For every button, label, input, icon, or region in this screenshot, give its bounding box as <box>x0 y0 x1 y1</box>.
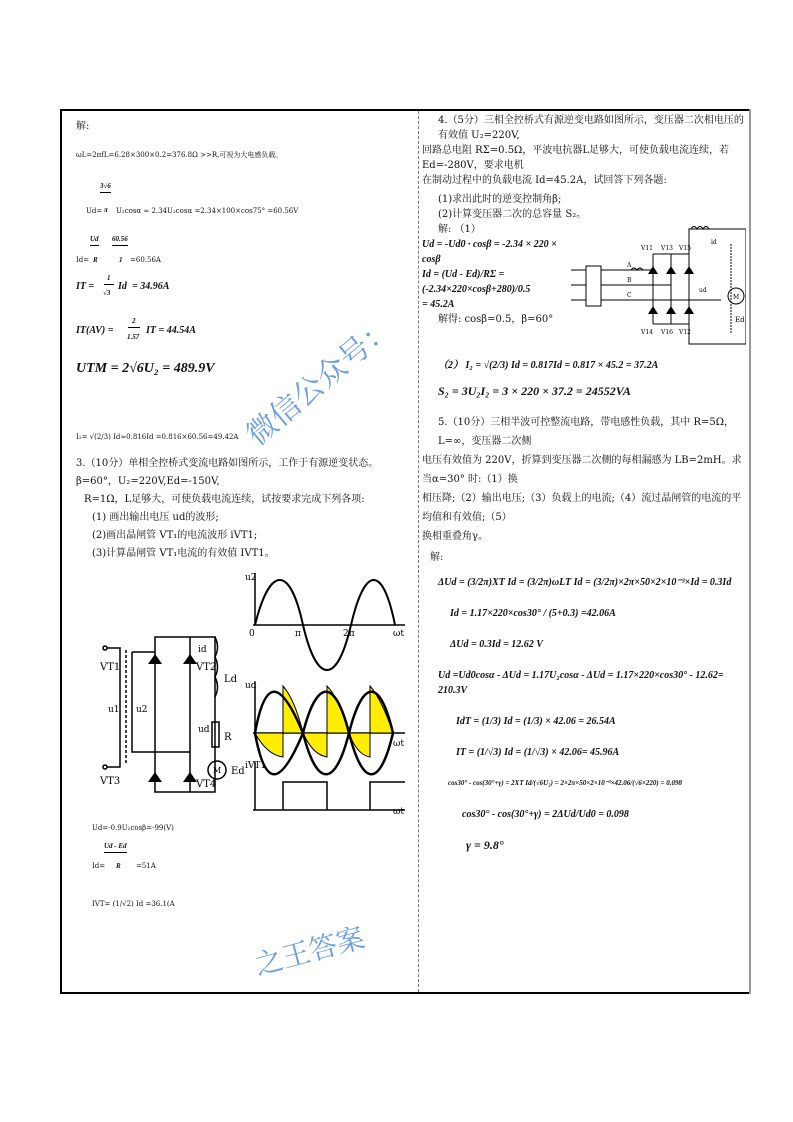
vt3-label: VT3 <box>100 776 121 787</box>
ud-bridge-label: ud <box>699 287 707 294</box>
waveform-diagrams <box>245 570 410 815</box>
question-5 <box>422 413 746 546</box>
phase-c-label: C <box>627 292 632 299</box>
q5-formula-delta-ud-value: ΔUd = 0.3Id = 12.62 V <box>450 639 543 650</box>
ed-bridge-label: Ed <box>735 316 745 324</box>
q5-formula-idt: IdT = (1/3) Id = (1/3) × 42.06 = 26.54A <box>456 716 616 727</box>
ud-prefix: Ud= <box>86 207 103 215</box>
q5-line2: 电压有效值为 220V，折算到变压器二次侧的每相漏感为 LB=2mH。求当α=30° 时:（1）换 <box>422 455 742 485</box>
q4-line3: 在制动过程中的负载电流 Id=45.2A，试回答下列各题: <box>422 175 667 186</box>
frame-right-border <box>749 109 751 994</box>
it-result: = 34.96A <box>132 281 170 292</box>
q4-formula-result: = 45.2A <box>422 299 455 310</box>
formula-utm: UTM = 2√6U₂ = 489.9V <box>76 361 215 376</box>
v15-label: V15 <box>679 245 691 252</box>
id-label: id <box>198 645 207 655</box>
ud-label: ud <box>198 725 210 735</box>
u2-label: u2 <box>136 705 148 715</box>
answer-ud: Ud=-0.9U₂cosβ=-99(V) <box>92 824 174 832</box>
q5-line4: 换相重叠角γ。 <box>422 531 488 542</box>
q5-formula-it: IT = (1/√3) Id = (1/√3) × 42.06= 45.96A <box>456 747 620 758</box>
origin-label: 0 <box>249 629 255 639</box>
answer-ivt: IVT= (1/√2) Id =36.1(A <box>92 900 175 908</box>
it-num: 1 <box>104 272 114 285</box>
q3-item3: (3)计算晶闸管 VT₁电流的有效值 IVT1。 <box>92 548 275 559</box>
v16-label: V16 <box>661 329 673 336</box>
ld-label: Ld <box>224 674 238 685</box>
answer-id-result: =51A <box>136 862 156 870</box>
frame-bottom-border <box>60 992 751 994</box>
formula-ud: U₂cosα ≈ 2.34U₂cosα =2.34×100×cos75° =60.56V <box>116 207 299 215</box>
q4-solution: 解: （1） <box>438 224 481 235</box>
q5-formula-delta-ud: ΔUd = (3/2π)XT Id = (3/2π)ωLT Id = (3/2π)×2π×50×2×10⁻³×Id = 0.3Id <box>438 577 732 588</box>
v11-label: V11 <box>641 245 653 252</box>
q4-formula-id: Id = (Ud - Ed)/RΣ = (-2.34×220×cosβ+280)/0.5 <box>422 269 531 295</box>
ud-frac-num: 3√6 <box>100 180 111 193</box>
vt2-label: VT2 <box>196 662 217 673</box>
frame-left-border <box>60 109 62 994</box>
pi-label: π <box>295 629 301 639</box>
id-prefix: Id= <box>76 256 90 264</box>
u1-label: u1 <box>108 705 120 715</box>
q4-item1: (1)求出此时的逆变控制角β; <box>438 194 562 205</box>
id-result: =60.56A <box>130 256 161 264</box>
answer-id-prefix: Id= <box>92 862 106 870</box>
q4-line2: 回路总电阻 RΣ=0.5Ω，平波电抗器L足够大，可使负载电流连续，若 Ed=-280V，要求电机 <box>422 145 729 171</box>
ed-label: Ed <box>231 766 245 777</box>
three-phase-bridge-circuit <box>571 224 746 354</box>
id-den2: 1 <box>119 256 123 264</box>
motor-label: M <box>213 766 222 775</box>
id-bridge-label: id <box>711 239 717 246</box>
q3-title: 3.（10分）单相全控桥式变流电路如图所示，工作于有源逆变状态。β=60°，U₂=220V,Ed=-150V, <box>76 458 379 487</box>
q3-item2: (2)画出晶闸管 VT₁的电流波形 iVT1; <box>92 530 258 541</box>
id-den1: R <box>93 256 98 264</box>
answer-id-den: R <box>116 862 121 870</box>
itav-result: IT = 44.54A <box>146 325 196 336</box>
q5-formula-ud: Ud =Ud0cosα - ΔUd = 1.17U₂cosα - ΔUd = 1.17×220×cos30° - 12.62= 210.3V <box>438 670 724 696</box>
q5-formula-overlap: cos30° - cos(30°+γ) = 2XT Id/(√6U₂) = 2×2π×50×2×10⁻³×42.06/(√6×220) = 0.098 <box>448 779 682 787</box>
vt1-label: VT1 <box>100 662 121 673</box>
solution-label: 解: <box>76 121 90 132</box>
answer-id-num: Ud - Ed <box>104 840 127 853</box>
ivt-wave-label: iVT1 <box>245 761 267 771</box>
column-divider <box>418 111 419 992</box>
itav-num: 2 <box>128 315 140 328</box>
watermark-wechat: 微信公众号： <box>240 310 401 453</box>
q5-formula-gamma: γ = 9.8° <box>466 838 504 852</box>
ud-wave-label: ud <box>245 681 257 691</box>
q5-formula-overlap-2: cos30° - cos(30°+γ) = 2ΔUd/Ud0 = 0.098 <box>462 809 629 820</box>
v14-label: V14 <box>641 329 653 336</box>
phase-a-label: A <box>627 262 632 269</box>
q3-line2: R=1Ω，L足够大，可使负载电流连续，试按要求完成下列各项: <box>84 494 365 505</box>
q4-item2: (2)计算变压器二次的总容量 S₂。 <box>438 209 587 220</box>
motor-bridge-label: M <box>733 294 740 301</box>
wt-label-3: ωt <box>393 807 404 815</box>
q4-formula-ud: Ud = -Ud0 · cosβ = -2.34 × 220 × cosβ <box>422 239 557 265</box>
vt4-label: VT4 <box>196 779 217 790</box>
it-mid: Id <box>118 281 127 292</box>
it-den: √3 <box>103 289 111 297</box>
wt-label-2: ωt <box>393 739 404 749</box>
two-pi-label: 2π <box>343 629 355 639</box>
v13-label: V13 <box>661 245 673 252</box>
id-num1: Ud <box>90 233 99 246</box>
q4-beta-result: 解得: cosβ=0.5，β=60° <box>438 314 554 325</box>
q3-item1: (1) 画出输出电压 ud的波形; <box>92 512 219 523</box>
right-column <box>422 113 746 853</box>
itav-prefix: IT(AV) = <box>76 325 114 336</box>
question-3 <box>76 455 414 563</box>
q5-line3: 相压降;（2）输出电压;（3）负载上的电流;（4）流过晶闸管的电流的平均值和有效值;（5） <box>422 493 742 523</box>
wt-label: ωt <box>393 629 404 639</box>
q4-formula-s2: S₂ = 3U₂I₂ = 3 × 220 × 37.2 = 24552VA <box>438 384 631 398</box>
v12-label: V12 <box>679 329 691 336</box>
it-prefix: IT = <box>76 281 95 292</box>
phase-b-label: B <box>627 277 632 284</box>
q5-formula-id: Id = 1.17×220×cos30° / (5+0.3) =42.06A <box>450 608 616 619</box>
single-phase-bridge-circuit <box>100 632 250 802</box>
frame-top-border <box>60 109 751 111</box>
r-label: R <box>224 732 232 743</box>
u2-wave-label: u2 <box>245 573 257 583</box>
id-num2: 60.56 <box>112 233 128 246</box>
formula-omega-l: ωL=2πfL=6.28×300×0.2=376.8Ω >>R,可视为大电感负载。 <box>76 151 283 159</box>
ud-frac-den: π <box>104 206 108 214</box>
watermark-answer: 之王答案 <box>251 920 369 982</box>
itav-den: 1.57 <box>127 333 140 341</box>
formula-i2: I₂= √(2/3) Id≈0.816Id =0.816×60.56=49.42A <box>76 433 239 441</box>
q5-solution: 解: <box>430 552 444 563</box>
q4-formula-i2: （2） I₂ = √(2/3) Id = 0.817Id = 0.817 × 45.2 = 37.2A <box>438 360 659 371</box>
q4-line1: 4.（5分）三相全控桥式有源逆变电路如图所示，变压器二次相电压的有效值 U₂=220V, <box>438 115 744 141</box>
q5-line1: 5.（10分）三相半波可控整流电路，带电感性负载，其中 R=5Ω，L=∞，变压器二次侧 <box>438 417 735 447</box>
